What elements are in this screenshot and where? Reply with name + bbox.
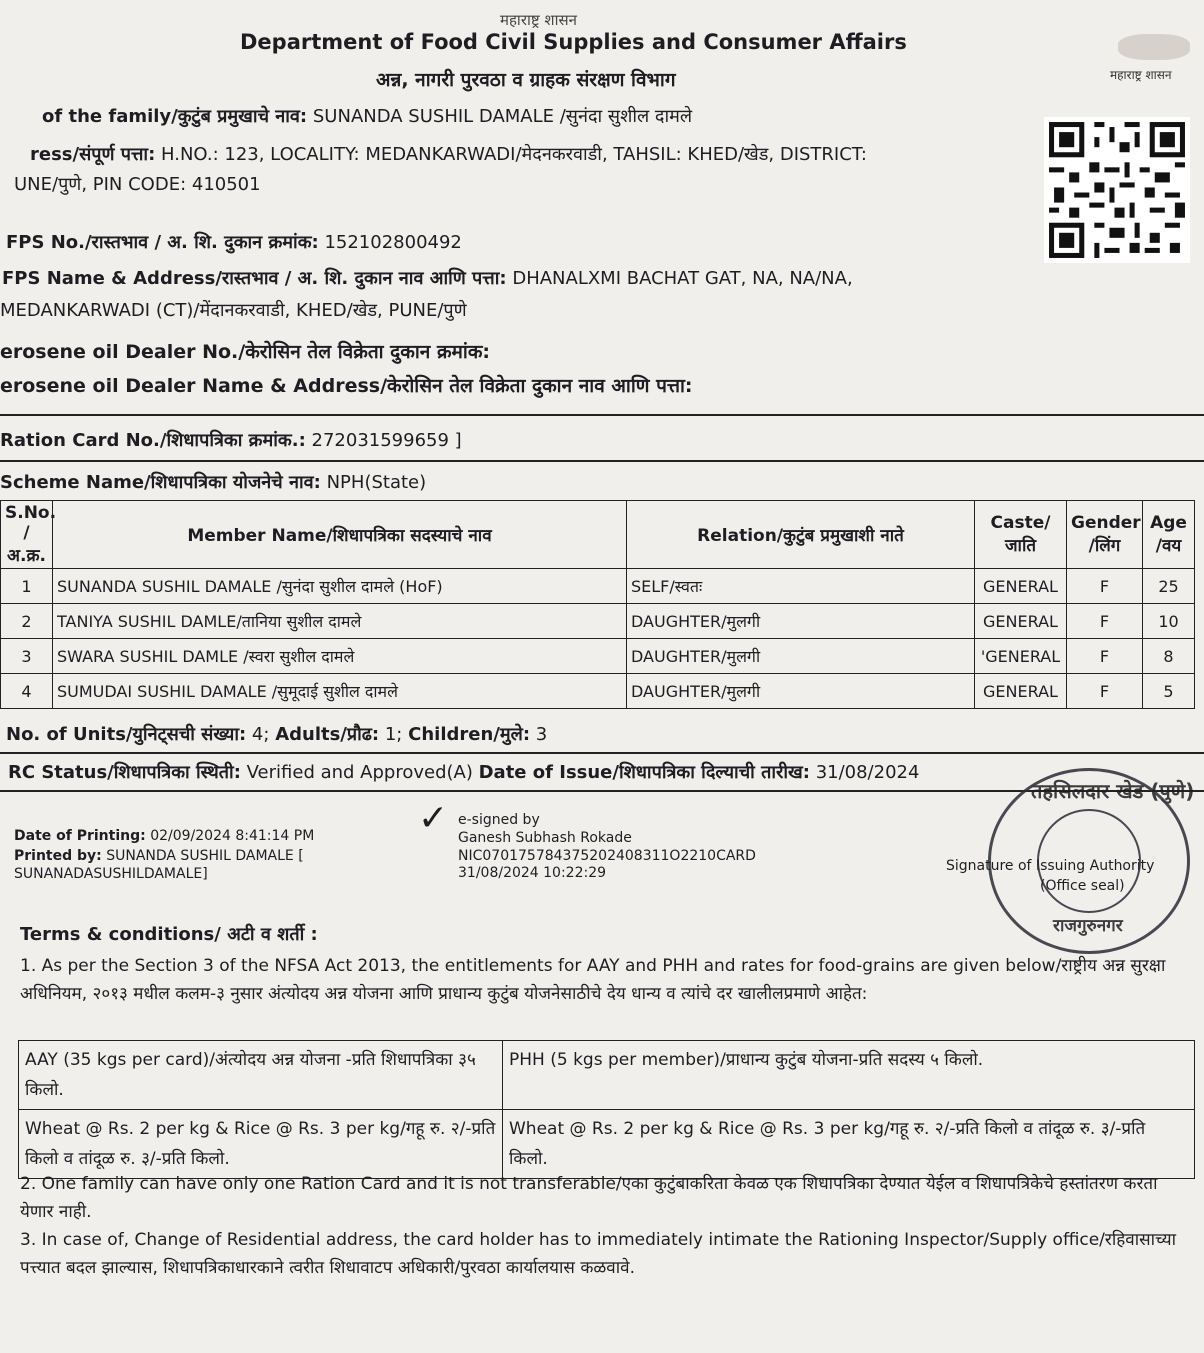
cell-gender: F	[1067, 569, 1143, 604]
children-value: 3	[535, 724, 548, 745]
fps-name-continued: MEDANKARWADI (CT)/मेंदानकरवाडी, KHED/खेड, PUNE/पुणे	[0, 300, 467, 321]
fps-name-label: FPS Name & Address/रास्तभाव / अ. शि. दुकान नाव आणि पत्ता:	[2, 268, 507, 289]
family-head-row	[42, 104, 692, 128]
cell-caste: GENERAL	[975, 604, 1067, 639]
cell-caste: GENERAL	[975, 674, 1067, 709]
printed-by-row	[14, 848, 304, 864]
scheme-row	[0, 470, 426, 494]
printing-date-label: Date of Printing:	[14, 828, 146, 844]
cell-member-name: SUMUDAI SUSHIL DAMALE /सुमूदाई सुशील दामले	[53, 674, 627, 709]
adults-value: 1;	[384, 724, 403, 745]
cell-gender: F	[1067, 604, 1143, 639]
status-row	[8, 760, 919, 784]
kerosene-dealer-number-label: erosene oil Dealer No./केरोसिन तेल विक्रेता दुकान क्रमांक:	[0, 341, 491, 363]
header-relation: Relation/कुटुंब प्रमुखाशी नाते	[627, 501, 975, 569]
seal-top-text: तहसिलदार खेड (पुणे)	[1031, 779, 1195, 803]
cell-gender: F	[1067, 639, 1143, 674]
esign-line-4: 31/08/2024 10:22:29	[458, 865, 607, 881]
department-title-marathi: अन्न, नागरी पुरवठा व ग्राहक संरक्षण विभाग	[376, 69, 676, 91]
kerosene-dealer-name-label: erosene oil Dealer Name & Address/केरोसिन तेल विक्रेता दुकान नाव आणि पत्ता:	[0, 375, 693, 397]
family-head-label: of the family/कुटुंब प्रमुखाचे नाव:	[42, 106, 308, 127]
aay-entitlement: AAY (35 kgs per card)/अंत्योदय अन्न योजना -प्रति शिधापत्रिका ३५ किलो.	[19, 1041, 503, 1110]
cell-age: 10	[1143, 604, 1195, 639]
printed-by-value: SUNANDA SUSHIL DAMALE [	[106, 848, 304, 864]
aay-rate: Wheat @ Rs. 2 per kg & Rice @ Rs. 3 per kg/गहू रु. २/-प्रति किलो व तांदूळ रु. ३/-प्रति किलो.	[19, 1110, 503, 1179]
cell-member-name: SUNANDA SUSHIL DAMALE /सुनंदा सुशील दामले (HoF)	[53, 569, 627, 604]
checkmark-icon: ✓	[418, 798, 449, 839]
term-1: 1. As per the Section 3 of the NFSA Act 2013, the entitlements for AAY and PHH and rates for food-grains are given below/राष्ट्रीय अन्न सुरक्षा अधिनियम, २०१३ मधील कलम-३ नुसार अंत्योदय अन्न योजना आणि प्राधान्य कुटुंब योजनेसाठीचे देय धान्य व त्यांचे दर खालीलप्रमाणे आहेत:	[20, 956, 1166, 1004]
address-label: ress/संपूर्ण पत्ता:	[30, 144, 156, 165]
seal-bottom-text: राजगुरुनगर	[1053, 916, 1123, 936]
members-header-row	[1, 501, 1195, 569]
cell-relation: DAUGHTER/मुलगी	[627, 639, 975, 674]
ration-card-label: Ration Card No./शिधापत्रिका क्रमांक.:	[0, 430, 306, 451]
signature-label: Signature of Issuing Authority	[946, 858, 1155, 874]
adults-label: Adults/प्रौढ:	[275, 724, 380, 745]
header-member-name: Member Name/शिधापत्रिका सदस्याचे नाव	[53, 501, 627, 569]
fps-number-value: 152102800492	[324, 232, 462, 253]
fps-name-value: DHANALXMI BACHAT GAT, NA, NA/NA,	[512, 268, 853, 289]
divider	[0, 414, 1204, 416]
cell-sno: 3	[1, 639, 53, 674]
header-gender: Gender /लिंग	[1067, 501, 1143, 569]
term-2: 2. One family can have only one Ration Card and it is not transferable/एका कुटुंबाकरिता केवळ एक शिधापत्रिका देण्यात येईल व शिधापत्रिकेचे हस्तांतरण करता येणार नाही.	[20, 1174, 1158, 1222]
table-row	[1, 604, 1195, 639]
esign-line-2: Ganesh Subhash Rokade	[458, 830, 632, 846]
header-top-fragment: महाराष्ट्र शासन	[500, 11, 577, 29]
cell-member-name: TANIYA SUSHIL DAMLE/तानिया सुशील दामले	[53, 604, 627, 639]
header-sno: S.No. /अ.क्र.	[1, 501, 53, 569]
rc-status-value: Verified and Approved(A)	[246, 762, 473, 783]
term-3: 3. In case of, Change of Residential address, the card holder has to immediately intimate the Rationing Inspector/Supply office/रहिवासाच्या पत्त्यात बदल झाल्यास, शिधापत्रिकाधारकाने त्वरीत शिधावाटप अधिकारी/पुरवठा कार्यालयास कळवावे.	[20, 1230, 1177, 1278]
cell-caste: GENERAL	[975, 569, 1067, 604]
date-of-issue-value: 31/08/2024	[815, 762, 920, 783]
rc-status-label: RC Status/शिधापत्रिका स्थिती:	[8, 762, 241, 783]
divider	[0, 752, 1204, 754]
cell-age: 25	[1143, 569, 1195, 604]
fps-number-row	[6, 230, 462, 254]
entitlement-table	[18, 1040, 1195, 1179]
cell-relation: DAUGHTER/मुलगी	[627, 674, 975, 709]
members-table	[0, 500, 1195, 709]
cell-sno: 2	[1, 604, 53, 639]
scheme-value: NPH(State)	[326, 472, 427, 493]
fps-name-row	[2, 266, 853, 290]
header-age: Age /वय	[1143, 501, 1195, 569]
address-row	[30, 142, 867, 166]
table-row	[1, 569, 1195, 604]
printed-by-label: Printed by:	[14, 848, 102, 864]
family-head-value: SUNANDA SUSHIL DAMALE /सुनंदा सुशील दामले	[312, 106, 693, 127]
cell-age: 8	[1143, 639, 1195, 674]
state-label: महाराष्ट्र शासन	[1110, 68, 1172, 82]
printed-by-continued: SUNANADASUSHILDAMALE]	[14, 866, 208, 882]
phh-entitlement: PHH (5 kgs per member)/प्राधान्य कुटुंब योजना-प्रति सदस्य ५ किलो.	[503, 1041, 1195, 1110]
table-row	[19, 1110, 1195, 1179]
ration-card-row	[0, 428, 462, 452]
cell-gender: F	[1067, 674, 1143, 709]
cell-age: 5	[1143, 674, 1195, 709]
printing-date-row	[14, 828, 314, 844]
table-row	[19, 1041, 1195, 1110]
scheme-label: Scheme Name/शिधापत्रिका योजनेचे नाव:	[0, 472, 321, 493]
units-row	[6, 722, 547, 746]
esign-line-3: NIC070175784375202408311O2210CARD	[458, 848, 756, 864]
cell-member-name: SWARA SUSHIL DAMLE /स्वरा सुशील दामले	[53, 639, 627, 674]
fps-number-label: FPS No./रास्तभाव / अ. शि. दुकान क्रमांक:	[6, 232, 319, 253]
office-seal-label: (Office seal)	[1040, 878, 1125, 894]
esign-line-1: e-signed by	[458, 812, 540, 828]
table-row	[1, 639, 1195, 674]
address-continued: UNE/पुणे, PIN CODE: 410501	[14, 174, 261, 195]
printing-date-value: 02/09/2024 8:41:14 PM	[150, 828, 315, 844]
cell-relation: DAUGHTER/मुलगी	[627, 604, 975, 639]
ration-card-number: 272031599659 ]	[311, 430, 462, 451]
department-title: Department of Food Civil Supplies and Consumer Affairs	[240, 30, 907, 54]
cell-caste: 'GENERAL	[975, 639, 1067, 674]
divider	[0, 460, 1204, 462]
header-caste: Caste/ जाति	[975, 501, 1067, 569]
cell-relation: SELF/स्वतः	[627, 569, 975, 604]
units-value: 4;	[251, 724, 270, 745]
cell-sno: 1	[1, 569, 53, 604]
units-label: No. of Units/युनिट्सची संख्या:	[6, 724, 247, 745]
table-row	[1, 674, 1195, 709]
address-value: H.NO.: 123, LOCALITY: MEDANKARWADI/मेदनकरवाडी, TAHSIL: KHED/खेड, DISTRICT:	[161, 144, 867, 165]
state-emblem-icon	[1118, 34, 1190, 60]
cell-sno: 4	[1, 674, 53, 709]
phh-rate: Wheat @ Rs. 2 per kg & Rice @ Rs. 3 per kg/गहू रु. २/-प्रति किलो व तांदूळ रु. ३/-प्रति किलो.	[503, 1110, 1195, 1179]
date-of-issue-label: Date of Issue/शिधापत्रिका दिल्याची तारीख:	[478, 762, 810, 783]
terms-heading: Terms & conditions/ अटी व शर्ती :	[20, 924, 318, 945]
qr-code-icon	[1044, 116, 1190, 264]
children-label: Children/मुले:	[408, 724, 531, 745]
